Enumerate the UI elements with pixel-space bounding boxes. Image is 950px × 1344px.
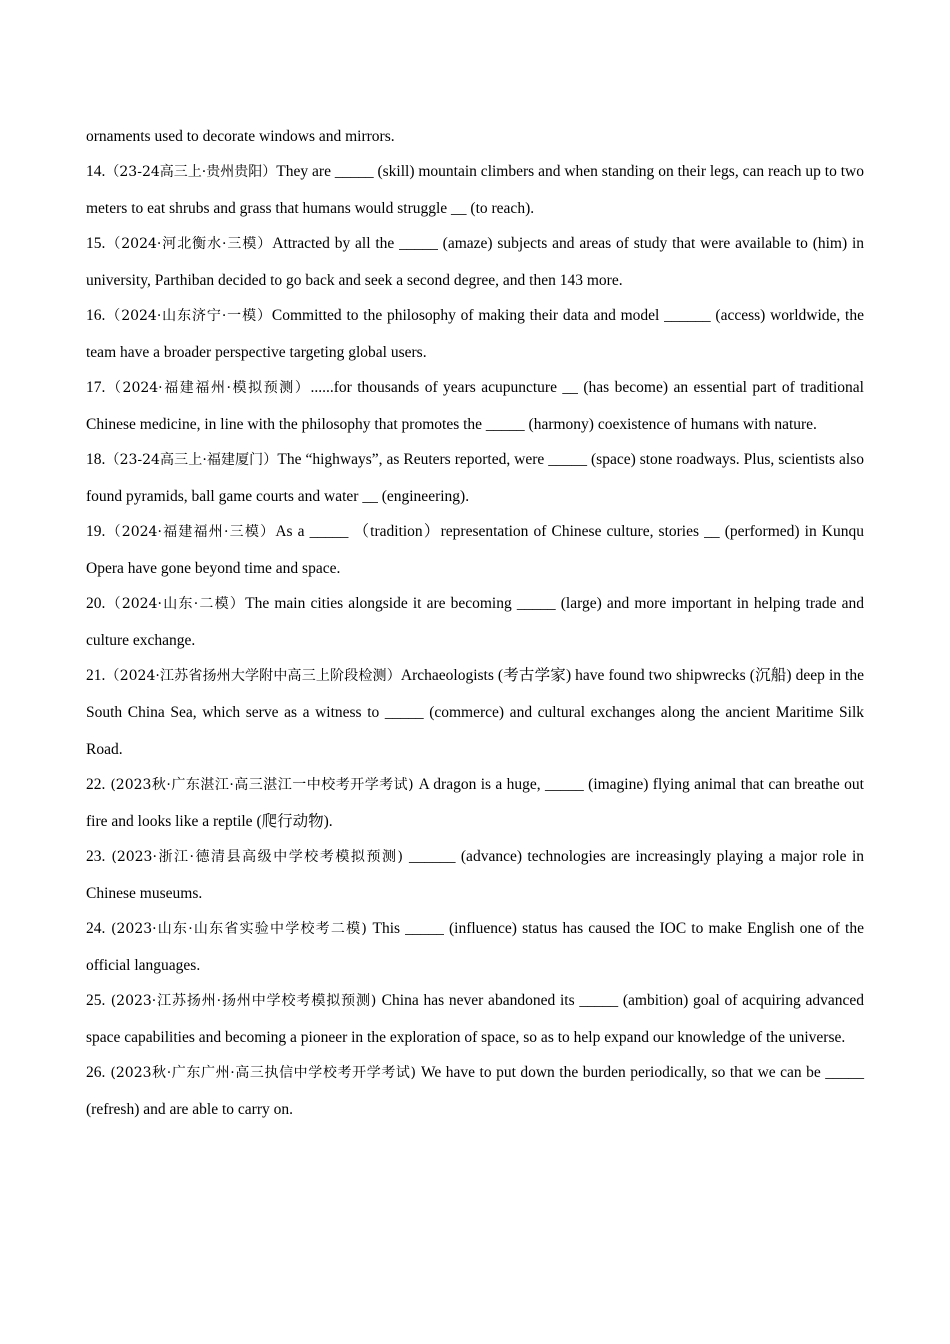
question-source: （2024·福建福州·模拟预测）	[105, 380, 311, 397]
question-26	[86, 1055, 864, 1129]
question-number: 25.	[86, 992, 106, 1009]
question-source: （23-24高三上·贵州贵阳）	[105, 164, 277, 181]
question-source: (2023·山东·山东省实验中学校考二模)	[105, 921, 373, 937]
question-23	[86, 839, 864, 913]
question-source: (2023·浙江·德清县高级中学校考模拟预测)	[105, 849, 409, 865]
question-number: 26.	[86, 1064, 106, 1081]
question-text: This _____ (influence) status has caused the IOC to make English one of the official languages.	[86, 920, 864, 974]
question-text: China has never abandoned its _____ (ambition) goal of acquiring advanced space capabilities and becoming a pioneer in the exploration of space, so as to help expand our knowledge of the universe.	[86, 992, 864, 1046]
question-source: (2023·江苏扬州·扬州中学校考模拟预测)	[105, 993, 382, 1009]
question-15	[86, 226, 864, 300]
question-source: （2024·山东济宁·一模）	[105, 308, 272, 325]
question-number: 14.	[86, 163, 106, 181]
question-text: ______ (advance) technologies are increasingly playing a major role in Chinese museums.	[86, 848, 864, 902]
question-text: Archaeologists (考古学家) have found two shipwrecks (沉船) deep in the South China Sea, which serve as a witness to _____ (commerce) and cultural exchanges along the ancient Maritime Silk Road.	[86, 667, 864, 758]
question-number: 22.	[86, 776, 106, 793]
question-text: The main cities alongside it are becoming _____ (large) and more important in helping trade and culture exchange.	[86, 595, 865, 649]
question-text: Attracted by all the _____ (amaze) subjects and areas of study that were available to (him) in university, Parthiban decided to go back and seek a second degree, and then 143 more.	[86, 235, 865, 289]
question-17	[86, 370, 864, 444]
question-text: Committed to the philosophy of making their data and model ______ (access) worldwide, the team have a broader perspective targeting global users.	[86, 307, 864, 361]
question-22	[86, 767, 864, 841]
question-source: （2024·山东·二模）	[105, 596, 246, 613]
question-source: （23-24高三上·福建厦门）	[105, 452, 278, 469]
question-source: （2024·江苏省扬州大学附中高三上阶段检测）	[105, 668, 401, 685]
question-21	[86, 658, 864, 768]
question-source: （2024·福建福州·三模）	[105, 524, 276, 541]
question-text: We have to put down the burden periodically, so that we can be _____ (refresh) and are able to carry on.	[86, 1064, 864, 1118]
question-text: As a _____ （tradition）representation of Chinese culture, stories __ (performed) in Kunqu Opera have gone beyond time and space.	[86, 523, 865, 577]
question-25	[86, 983, 864, 1057]
question-number: 18.	[86, 451, 106, 469]
question-number: 17.	[86, 379, 106, 397]
question-number: 16.	[86, 307, 106, 325]
document-page	[86, 119, 864, 1129]
question-20	[86, 586, 864, 660]
question-16	[86, 298, 864, 372]
question-number: 24.	[86, 920, 106, 937]
question-text: The “highways”, as Reuters reported, were _____ (space) stone roadways. Plus, scientists also found pyramids, ball game courts and water __ (engineering).	[86, 451, 864, 505]
question-text: ......for thousands of years acupuncture __ (has become) an essential part of traditional Chinese medicine, in line with the philosophy that promotes the _____ (harmony) coexistence of humans with nature.	[86, 379, 864, 433]
question-source: (2023秋·广东广州·高三执信中学校考开学考试)	[105, 1065, 422, 1081]
question-source: （2024·河北衡水·三模）	[105, 236, 273, 253]
question-number: 23.	[86, 848, 106, 865]
question-24	[86, 911, 864, 985]
question-18	[86, 442, 864, 516]
question-19	[86, 514, 864, 588]
question-source: (2023秋·广东湛江·高三湛江一中校考开学考试)	[105, 777, 419, 793]
question-text: A dragon is a huge, _____ (imagine) flying animal that can breathe out fire and looks like a reptile (爬行动物).	[86, 776, 864, 830]
continuation-text: ornaments used to decorate windows and mirrors.	[86, 128, 395, 145]
question-number: 20.	[86, 595, 106, 613]
question-number: 15.	[86, 235, 106, 253]
question-number: 21.	[86, 667, 106, 685]
question-14	[86, 154, 864, 228]
question-text: They are _____ (skill) mountain climbers and when standing on their legs, can reach up to two meters to eat shrubs and grass that humans would struggle __ (to reach).	[86, 163, 864, 217]
question-number: 19.	[86, 523, 106, 541]
